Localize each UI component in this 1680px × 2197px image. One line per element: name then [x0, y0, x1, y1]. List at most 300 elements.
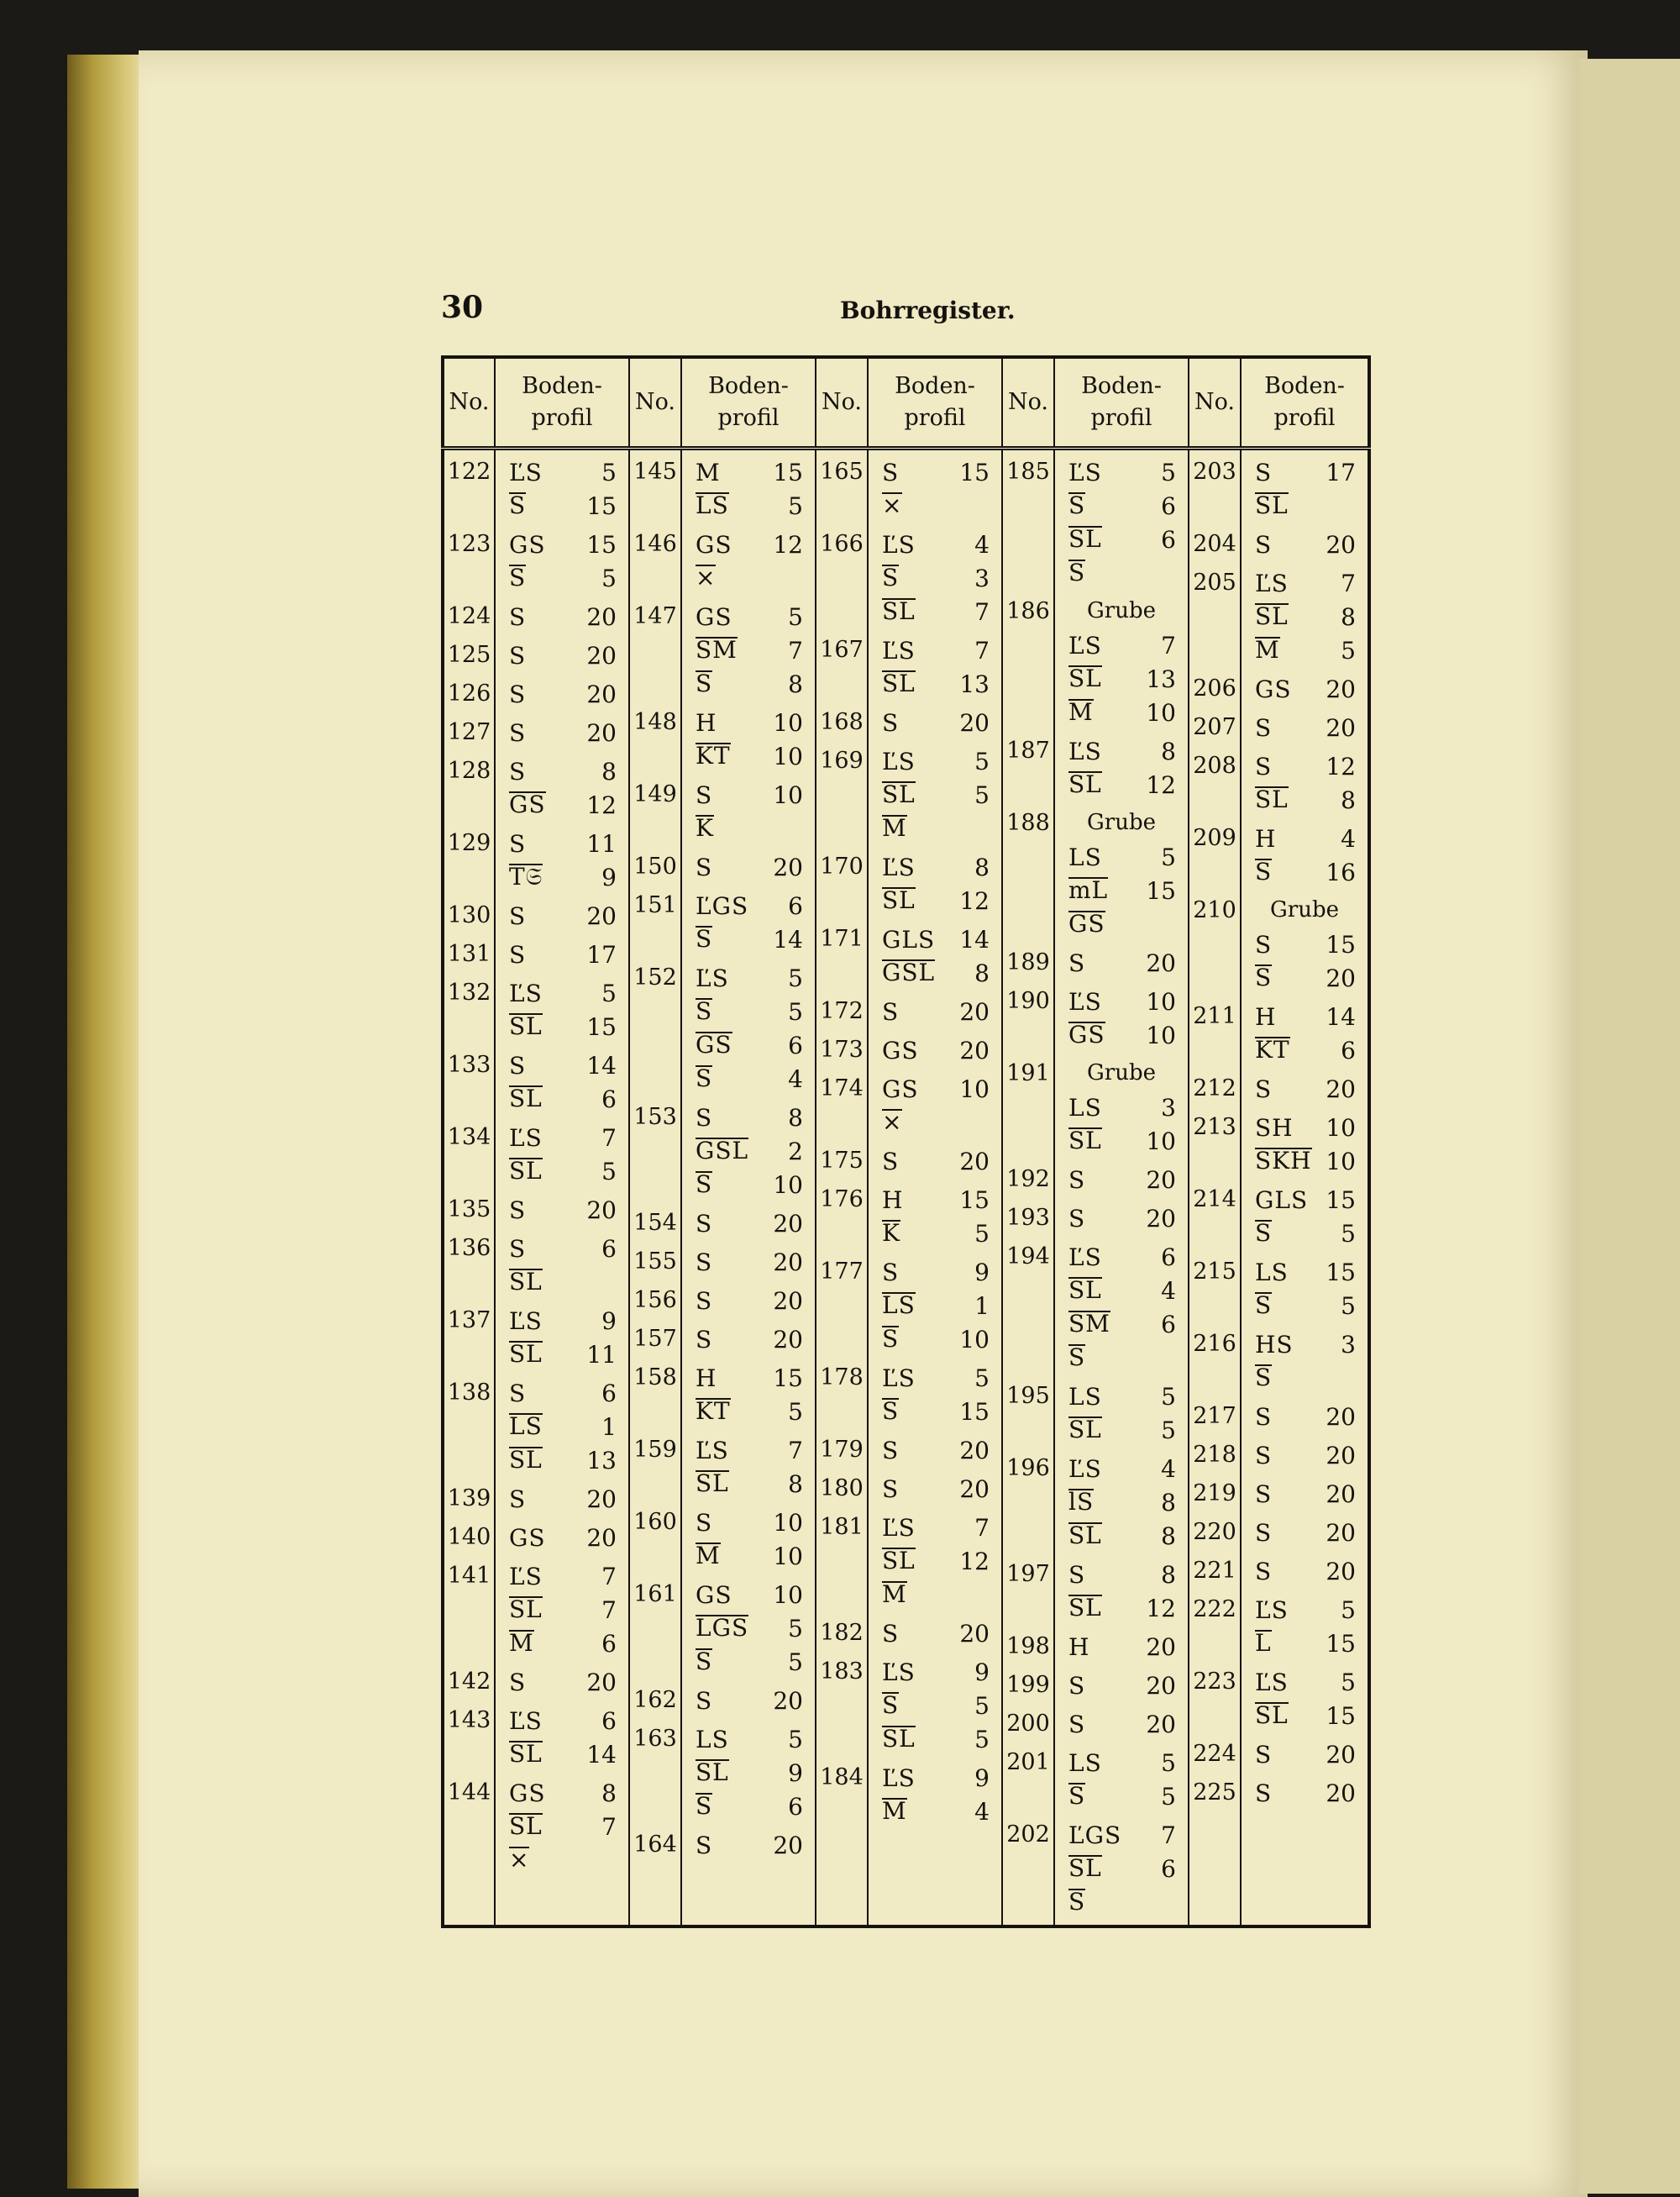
layer-thickness: 12	[1146, 1594, 1176, 1622]
boring-number: 175	[820, 1147, 864, 1174]
soil-code: S	[696, 1064, 713, 1092]
header-profile: Boden- profil	[1054, 357, 1189, 448]
soil-code: S	[509, 1196, 527, 1224]
header-no: No.	[816, 357, 868, 448]
layer-thickness: 8	[788, 670, 803, 698]
layer-thickness: 5	[788, 602, 803, 631]
soil-code: S	[1255, 458, 1273, 486]
layer-thickness: 20	[1326, 1402, 1356, 1431]
boring-number: 221	[1193, 1557, 1236, 1584]
soil-code: S	[696, 1209, 713, 1238]
layer-thickness: 20	[586, 901, 617, 930]
boring-number: 194	[1006, 1243, 1050, 1269]
soil-code: LS	[1068, 1748, 1102, 1777]
soil-code: ĽGS	[1068, 1821, 1122, 1849]
layer-thickness: 20	[1326, 1441, 1356, 1469]
soil-code: SL	[509, 1445, 543, 1474]
soil-code: S	[1255, 963, 1273, 991]
boring-number: 151	[633, 891, 677, 918]
soil-code: mL	[1068, 875, 1109, 904]
soil-code: LS	[1255, 1258, 1289, 1286]
layer-thickness: 6	[788, 1031, 803, 1059]
soil-code: SL	[1068, 664, 1102, 692]
layer-thickness: 12	[1326, 752, 1356, 781]
soil-code: S	[1255, 1557, 1273, 1585]
boring-number: 181	[820, 1513, 864, 1540]
layer-thickness: 10	[773, 1580, 803, 1609]
boring-number: 150	[633, 853, 677, 880]
soil-code: SL	[1068, 1275, 1102, 1304]
layer-thickness: 5	[1341, 1668, 1356, 1696]
soil-code: ×	[509, 1845, 530, 1874]
layer-thickness: 5	[1341, 1219, 1356, 1248]
layer-thickness: 20	[586, 1668, 617, 1696]
layer-thickness: 15	[773, 1364, 803, 1392]
layer-thickness: 10	[1146, 698, 1176, 727]
layer-thickness: 5	[974, 747, 990, 775]
soil-code: L	[1255, 1628, 1272, 1657]
boring-number: 138	[447, 1379, 491, 1406]
soil-code: ĽS	[1068, 1454, 1102, 1483]
boring-number: 190	[1006, 987, 1050, 1014]
layer-thickness: 4	[788, 1064, 803, 1093]
layer-thickness: 8	[788, 1469, 803, 1498]
soil-code: LS	[1068, 843, 1102, 871]
layer-thickness: 14	[586, 1740, 617, 1769]
boring-number: 224	[1193, 1740, 1236, 1767]
layer-thickness: 15	[1146, 876, 1176, 905]
boring-number: 193	[1006, 1204, 1050, 1231]
layer-thickness: 6	[601, 1379, 617, 1407]
boring-number: 188	[1006, 809, 1050, 836]
boring-number: 177	[820, 1258, 864, 1285]
layer-thickness: 7	[974, 1513, 990, 1542]
layer-thickness: 4	[974, 530, 990, 559]
layer-thickness: 5	[788, 964, 803, 992]
boring-number: 132	[447, 979, 491, 1006]
layer-thickness: 12	[1146, 770, 1176, 799]
layer-thickness: 20	[959, 1436, 990, 1464]
soil-code: SL	[882, 597, 916, 625]
soil-code: S	[882, 1258, 900, 1286]
layer-thickness: 6	[601, 1629, 617, 1658]
boring-number: 140	[447, 1523, 491, 1550]
layer-thickness: 20	[1326, 713, 1356, 742]
boring-number: 137	[447, 1306, 491, 1333]
soil-code: SL	[696, 1469, 729, 1497]
soil-code: K	[882, 1218, 900, 1247]
boring-number: 223	[1193, 1668, 1236, 1695]
layer-thickness: 20	[586, 1196, 617, 1224]
soil-code: S	[1068, 1710, 1086, 1738]
layer-thickness: 20	[959, 1619, 990, 1648]
soil-code: S	[509, 829, 527, 858]
layer-thickness: 20	[773, 1686, 803, 1715]
soil-code: GS	[696, 1580, 732, 1609]
boring-number: 207	[1193, 713, 1236, 740]
profile-note: Grube	[1270, 896, 1339, 922]
layer-thickness: 12	[773, 530, 803, 559]
layer-thickness: 5	[1161, 843, 1176, 871]
soil-code: M	[882, 1579, 907, 1608]
soil-code: SL	[882, 1724, 916, 1753]
layer-thickness: 20	[586, 680, 617, 708]
soil-code: SM	[696, 635, 738, 664]
soil-code: SL	[509, 1811, 543, 1840]
layer-thickness: 20	[586, 1523, 617, 1552]
boring-number: 198	[1006, 1632, 1050, 1659]
layer-thickness: 7	[1341, 569, 1356, 597]
layer-thickness: 6	[601, 1085, 617, 1113]
boring-number: 200	[1006, 1710, 1050, 1737]
boring-number: 206	[1193, 675, 1236, 702]
soil-code: H	[1068, 1632, 1090, 1661]
soil-code: SL	[1068, 1853, 1102, 1882]
soil-code: S	[1255, 713, 1273, 742]
soil-code: ĽS	[696, 964, 729, 992]
boring-number: 163	[633, 1725, 677, 1752]
layer-thickness: 20	[773, 1248, 803, 1276]
header-profile: Boden- profil	[1241, 357, 1369, 448]
layer-thickness: 9	[974, 1658, 990, 1686]
boring-number: 202	[1006, 1821, 1050, 1847]
soil-code: S	[1068, 1887, 1086, 1916]
soil-code: S	[1068, 1343, 1086, 1371]
boring-number: 199	[1006, 1671, 1050, 1698]
layer-thickness: 6	[1341, 1036, 1356, 1064]
boring-number: 133	[447, 1051, 491, 1078]
header-profile: Boden- profil	[681, 357, 816, 448]
soil-code: S	[696, 1169, 713, 1198]
soil-code: S	[882, 1436, 900, 1464]
soil-code: ĽS	[509, 1562, 543, 1590]
boring-number: 211	[1193, 1002, 1236, 1029]
layer-thickness: 10	[773, 708, 803, 737]
soil-code: S	[1255, 1075, 1273, 1103]
layer-thickness: 20	[773, 853, 803, 881]
boring-number: 167	[820, 636, 864, 663]
boring-number: 160	[633, 1508, 677, 1535]
layer-thickness: 20	[586, 718, 617, 747]
layer-thickness: 13	[959, 670, 990, 698]
soil-code: SL	[1068, 1126, 1102, 1154]
layer-thickness: 14	[773, 925, 803, 954]
soil-code: ĽS	[882, 636, 916, 665]
layer-thickness: 20	[586, 1485, 617, 1513]
soil-code: ĽS	[1068, 458, 1102, 486]
layer-thickness: 14	[586, 1051, 617, 1080]
layer-thickness: 5	[974, 1219, 990, 1248]
boring-number: 212	[1193, 1075, 1236, 1101]
layer-thickness: 9	[788, 1758, 803, 1787]
layer-thickness: 20	[1326, 1779, 1356, 1807]
boring-number: 171	[820, 925, 864, 952]
boring-number: 158	[633, 1364, 677, 1390]
boring-number: 174	[820, 1075, 864, 1101]
soil-code: S	[696, 1286, 713, 1315]
boring-number: 214	[1193, 1185, 1236, 1212]
soil-code: S	[1255, 530, 1273, 559]
layer-thickness: 10	[773, 742, 803, 770]
layer-thickness: 20	[1326, 964, 1356, 992]
soil-code: SL	[1255, 491, 1289, 519]
soil-code: LS	[509, 1411, 543, 1440]
boring-number: 185	[1006, 458, 1050, 485]
soil-code: S	[1255, 1218, 1273, 1247]
boring-number: 222	[1193, 1595, 1236, 1622]
soil-code: HS	[1255, 1330, 1294, 1359]
soil-code: S	[1255, 1779, 1273, 1807]
soil-code: S	[1255, 1290, 1273, 1319]
soil-code: ĽS	[882, 1513, 916, 1542]
soil-code: S	[509, 940, 527, 969]
soil-code: S	[509, 718, 527, 747]
soil-code: ĽS	[1255, 1668, 1289, 1696]
soil-code: ĽS	[509, 1706, 543, 1735]
layer-thickness: 15	[1326, 1258, 1356, 1286]
soil-code: S	[509, 1051, 527, 1080]
layer-thickness: 5	[1161, 458, 1176, 486]
layer-thickness: 4	[1161, 1276, 1176, 1305]
layer-thickness: 8	[974, 959, 990, 987]
layer-thickness: 20	[1146, 1165, 1176, 1194]
soil-code: LS	[1068, 1382, 1102, 1411]
layer-thickness: 15	[959, 1185, 990, 1214]
profile-column	[496, 450, 628, 1925]
layer-thickness: 5	[974, 1725, 990, 1753]
soil-code: ĽS	[882, 1658, 916, 1686]
soil-code: GS	[1068, 909, 1105, 938]
soil-code: S	[696, 1831, 713, 1859]
soil-code: S	[509, 757, 527, 786]
layer-thickness: 7	[1161, 631, 1176, 660]
soil-code: H	[1255, 1002, 1277, 1031]
soil-code: SL	[696, 1758, 729, 1786]
soil-code: S	[882, 997, 900, 1026]
drilling-register-table	[441, 355, 1371, 1928]
soil-code: ĽS	[1255, 1595, 1289, 1624]
profile-column	[1055, 450, 1188, 1925]
layer-thickness: 10	[773, 1542, 803, 1570]
boring-number: 197	[1006, 1560, 1050, 1587]
soil-code: SL	[509, 1267, 543, 1296]
layer-thickness: 4	[1341, 824, 1356, 853]
soil-code: S	[1255, 752, 1273, 781]
layer-thickness: 5	[1161, 1748, 1176, 1777]
header-no: No.	[629, 357, 681, 448]
soil-code: GS	[882, 1075, 919, 1103]
boring-number: 139	[447, 1485, 491, 1511]
soil-code: KT	[696, 1396, 731, 1425]
layer-thickness: 7	[601, 1595, 617, 1624]
layer-thickness: 20	[1326, 1740, 1356, 1769]
boring-number: 217	[1193, 1402, 1236, 1429]
soil-code: M	[882, 813, 907, 842]
boring-number: 168	[820, 708, 864, 735]
layer-thickness: 5	[788, 997, 803, 1026]
soil-code: SL	[509, 1339, 543, 1368]
layer-thickness: 7	[601, 1812, 617, 1841]
layer-thickness: 20	[586, 641, 617, 670]
soil-code: S	[696, 1508, 713, 1537]
soil-code: GS	[882, 1036, 919, 1064]
layer-thickness: 3	[1341, 1330, 1356, 1359]
table-body-row	[443, 448, 1369, 1926]
layer-thickness: 7	[1161, 1821, 1176, 1849]
soil-code: S	[1068, 1204, 1086, 1233]
number-column	[1003, 450, 1053, 1925]
layer-thickness: 9	[601, 863, 617, 891]
soil-code: KT	[1255, 1035, 1290, 1064]
layer-thickness: 2	[788, 1137, 803, 1165]
soil-code: M	[882, 1796, 907, 1825]
boring-number: 127	[447, 718, 491, 745]
boring-number: 180	[820, 1474, 864, 1501]
layer-thickness: 20	[773, 1286, 803, 1315]
soil-code: S	[1255, 1740, 1273, 1769]
layer-thickness: 7	[974, 597, 990, 626]
layer-thickness: 15	[1326, 1629, 1356, 1658]
layer-thickness: 5	[788, 491, 803, 520]
layer-thickness: 5	[1161, 1382, 1176, 1411]
boring-number: 146	[633, 530, 677, 557]
soil-code: S	[1068, 1165, 1086, 1194]
boring-number: 159	[633, 1436, 677, 1463]
soil-code: S	[1068, 491, 1086, 519]
boring-number: 172	[820, 997, 864, 1024]
layer-thickness: 15	[1326, 1185, 1356, 1214]
soil-code: S	[1255, 857, 1273, 886]
boring-number: 153	[633, 1103, 677, 1130]
soil-code: SL	[509, 1595, 543, 1623]
layer-thickness: 14	[959, 925, 990, 954]
boring-number: 184	[820, 1763, 864, 1790]
soil-code: S	[696, 1103, 713, 1132]
soil-code: KT	[696, 741, 731, 770]
soil-code: SL	[882, 886, 916, 914]
soil-code: S	[696, 924, 713, 953]
boring-number: 195	[1006, 1382, 1050, 1409]
layer-thickness: 10	[1146, 1021, 1176, 1049]
layer-thickness: 6	[1161, 1243, 1176, 1271]
soil-code: S	[1068, 1671, 1086, 1700]
boring-number: 216	[1193, 1330, 1236, 1357]
soil-code: SL	[1068, 1415, 1102, 1443]
boring-number: 136	[447, 1234, 491, 1261]
profile-column	[869, 450, 1001, 1925]
boring-number: 128	[447, 757, 491, 784]
soil-code: H	[696, 1364, 717, 1392]
layer-thickness: 8	[1341, 602, 1356, 631]
layer-thickness: 10	[1146, 1127, 1176, 1155]
soil-code: ĽS	[509, 458, 543, 486]
boring-number: 201	[1006, 1748, 1050, 1775]
boring-number: 169	[820, 747, 864, 774]
table-header-row	[443, 357, 1369, 448]
soil-code: ĽS	[882, 530, 916, 559]
soil-code: GLS	[1255, 1185, 1309, 1214]
layer-thickness: 20	[773, 1831, 803, 1859]
layer-thickness: 5	[788, 1648, 803, 1676]
boring-number: 170	[820, 853, 864, 880]
soil-code: K	[696, 813, 714, 842]
boring-number: 130	[447, 901, 491, 928]
layer-thickness: 10	[959, 1075, 990, 1103]
layer-thickness: 1	[974, 1291, 990, 1320]
layer-thickness: 5	[1161, 1416, 1176, 1444]
boring-number: 192	[1006, 1165, 1050, 1192]
layer-thickness: 5	[788, 1614, 803, 1642]
boring-number: 123	[447, 530, 491, 557]
soil-code: S	[509, 602, 527, 631]
soil-code: ĽS	[882, 1763, 916, 1792]
soil-code: S	[882, 1396, 900, 1425]
layer-thickness: 5	[1161, 1782, 1176, 1811]
layer-thickness: 20	[773, 1325, 803, 1353]
layer-thickness: 10	[773, 1170, 803, 1199]
number-column	[630, 450, 680, 1925]
soil-code: M	[1255, 635, 1280, 664]
layer-thickness: 20	[959, 708, 990, 737]
layer-thickness: 7	[601, 1562, 617, 1590]
soil-code: S	[882, 1474, 900, 1503]
soil-code: SH	[1255, 1113, 1294, 1142]
boring-number: 131	[447, 940, 491, 967]
soil-code: S	[1255, 1518, 1273, 1547]
soil-code: S	[882, 458, 900, 486]
layer-thickness: 6	[601, 1234, 617, 1263]
soil-code: S	[696, 781, 713, 809]
soil-code: ĽS	[882, 853, 916, 881]
soil-code: ĽGS	[696, 891, 749, 920]
header-no: No.	[1002, 357, 1054, 448]
soil-code: S	[882, 1324, 900, 1353]
layer-thickness: 8	[1161, 1488, 1176, 1516]
layer-thickness: 20	[1326, 1518, 1356, 1547]
layer-thickness: 5	[974, 1691, 990, 1720]
soil-code: GSL	[882, 958, 936, 986]
layer-thickness: 5	[1341, 1595, 1356, 1624]
boring-number: 179	[820, 1436, 864, 1463]
layer-thickness: 5	[601, 458, 617, 486]
layer-thickness: 5	[788, 1725, 803, 1753]
soil-code: SL	[1255, 602, 1289, 630]
soil-code: lS	[1068, 1487, 1095, 1516]
boring-number: 144	[447, 1779, 491, 1805]
layer-thickness: 20	[1326, 675, 1356, 703]
header-profile: Boden- profil	[868, 357, 1002, 448]
layer-thickness: 20	[1146, 1632, 1176, 1661]
layer-thickness: 20	[1146, 1671, 1176, 1700]
header-no: No.	[1189, 357, 1241, 448]
soil-code: ĽS	[1068, 631, 1102, 660]
layer-thickness: 6	[1161, 491, 1176, 520]
layer-thickness: 12	[959, 886, 990, 915]
layer-thickness: 20	[1146, 1204, 1176, 1233]
running-head: Bohrregister.	[840, 297, 1016, 324]
layer-thickness: 6	[601, 1706, 617, 1735]
soil-code: ĽS	[696, 1436, 729, 1464]
soil-code: S	[696, 1248, 713, 1276]
layer-thickness: 7	[788, 636, 803, 665]
boring-number: 220	[1193, 1518, 1236, 1545]
facing-page-edge	[1579, 59, 1680, 2194]
boring-number: 162	[633, 1686, 677, 1713]
boring-number: 157	[633, 1325, 677, 1352]
header-no: No.	[443, 357, 495, 448]
boring-number: 141	[447, 1562, 491, 1589]
layer-thickness: 10	[773, 781, 803, 809]
